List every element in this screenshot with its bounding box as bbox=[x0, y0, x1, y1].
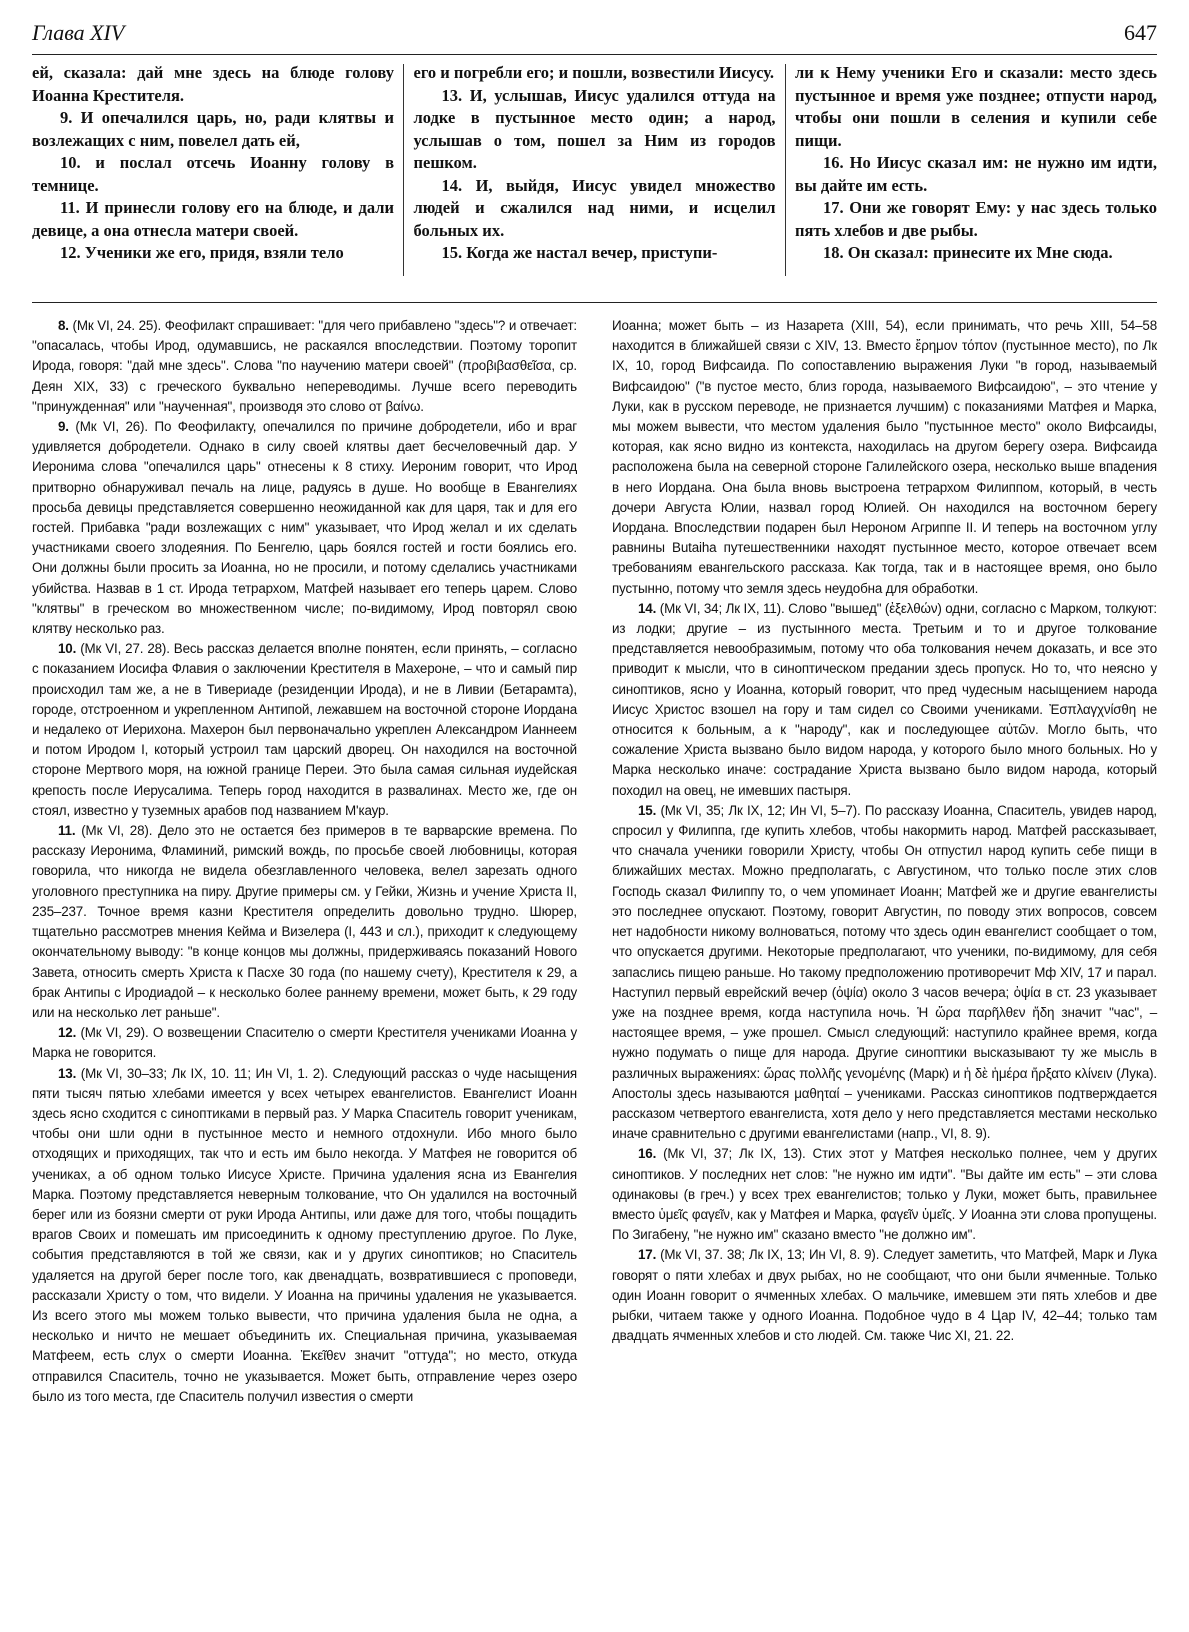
column-divider bbox=[403, 64, 404, 276]
commentary-paragraph bbox=[612, 1245, 1157, 1346]
commentary-body: (Мк VI, 26). По Феофилакту, опечалился по причине добродетели, ибо и враг удивляется добродетели. Однако в силу своей клятвы дает бесчеловечный дар. У Иеронима слова "опечалился царь" отнесены к 8 стиху. Иероним говорит, что Ирод притворно обнаруживал печаль на лице, радуясь в душе. Но вообще в Евангелиях просьба девицы представляется совершенно неожиданной как для царя, так и для его гостей. Прибавка "ради возлежащих с ним" указывает, что Ирод желал и их сделать участниками своего злодеяния. По Бенгелю, царь боялся гостей и гости боялись его. Они должны были просить за Иоанна, но не просили, и потому сделались участниками убийства. Назвав в 1 ст. Ирода тетрархом, Матфей называет его теперь царем. Слово "клятвы" в греческом во множественном числе; по-видимому, Ирод повторял свою клятву несколько раз. bbox=[32, 419, 577, 637]
verse-number: 8. bbox=[58, 318, 69, 333]
commentary-body: (Мк VI, 35; Лк IX, 12; Ин VI, 5–7). По рассказу Иоанна, Спаситель, увидев народ, спросил у Филиппа, где купить хлебов, чтобы накормить народ. Матфей рассказывает, что сначала ученики говорили Христу, чтобы Он отпустил народ купить себе пищи в ближайших местах. Можно предполагать, с Августином, что только после этих слов Господь сказал Филиппу то, о чем упоминает Иоанн; Матфей же и другие евангелисты это последнее опускают. Поэтому, говорит Августин, по поводу этих вопросов, совсем нет надобности никому волноваться, потому что здесь один евангелист сообщает о том, что опускается другими. Некоторые предполагают, что ученики, по-видимому, для себя запаслись пищею раньше. Но такому предположению противоречит Мф XIV, 17 и парал. Наступил первый еврейский вечер (ὀψία) около 3 часов вечера; ὀψία в ст. 23 указывает уже на позднее время, когда наступила ночь. Ἡ ὥρα παρῆλθεν ἤδη значит "час", – настоящее время, – уже прошел. Смысл следующий: наступило крайнее время, когда нужно подумать о пище для народа. Другие синоптики высказывают ту же мысль в различных выражениях: ὥρας πολλῆς γενομένης (Марк) и ἡ δὲ ἡμέρα ἤρξατο κλίνειν (Лука). Апостолы здесь называются μαθηταί – учениками. Рассказ синоптиков подтверждается рассказом четвертого евангелиста, хотя дело у него представляется местами несколько иначе сравнительно с другими евангелистами (напр., VI, 8. 9). bbox=[612, 802, 1157, 1142]
scripture-column-3 bbox=[795, 62, 1157, 290]
commentary-body: (Мк VI, 29). О возвещении Спасителю о смерти Крестителя учениками Иоанна у Марка не говорится. bbox=[32, 1025, 577, 1061]
verse-paragraph: 12. Ученики же его, придя, взяли тело bbox=[60, 243, 344, 262]
verse-number: 14. bbox=[638, 600, 657, 616]
commentary-column-left bbox=[32, 316, 577, 1621]
commentary-paragraph bbox=[612, 801, 1157, 1144]
verse-number: 11. bbox=[58, 823, 76, 839]
page-number: 647 bbox=[1124, 20, 1157, 45]
commentary-body: (Мк VI, 24. 25). Феофилакт спрашивает: "для чего прибавлено "здесь"? и отвечает: "опасалась, чтобы Ирод, одумавшись, не раскаялся впоследствии. Поэтому торопит Ирода, говоря: "дай мне здесь". Слова "по научению матери своей" (προβιβασθεῖσα, ср. Деян XIX, 33) с греческого буквально непереводимы. Лучше всего переводить "принужденная" или "наученная", производя это слово от βαίνω. bbox=[32, 318, 577, 414]
commentary-body: (Мк VI, 37; Лк IX, 13). Стих этот у Матфея несколько полнее, чем у других синоптиков. У последних нет слов: "не нужно им идти". "Вы дайте им есть" – эти слова одинаковы (в греч.) у всех трех евангелистов; только у Луки, может быть, правильнее вместо ὑμεῖς φαγεῖν, как у Матфея и Марка, φαγεῖν ὑμεῖς. У Иоанна эти слова пропущены. По Зигабену, "не нужно им" сказано вместо "не должно им". bbox=[612, 1146, 1157, 1243]
commentary-paragraph bbox=[32, 316, 577, 417]
verse-number: 9. bbox=[58, 419, 69, 435]
verse-paragraph: 15. Когда же настал вечер, приступи- bbox=[441, 243, 718, 262]
verse-number: 12. bbox=[58, 1025, 77, 1041]
commentary-paragraph bbox=[612, 316, 1157, 599]
commentary-paragraph bbox=[32, 1023, 577, 1063]
verse-paragraph: его и погребли его; и пошли, возвестили Иисусу. bbox=[413, 63, 774, 82]
verse-number: 16. bbox=[638, 1146, 657, 1162]
chapter-title: Глава XIV bbox=[32, 20, 125, 45]
scripture-column-1 bbox=[32, 62, 394, 290]
commentary-paragraph bbox=[32, 417, 577, 639]
verse-paragraph: 13. И, услышав, Иисус удалился оттуда на лодке в пустынное место один; а народ, услышав о том, пошел за Ним из городов пешком. bbox=[413, 85, 776, 172]
commentary-text bbox=[32, 316, 1157, 1621]
scripture-column-2 bbox=[414, 62, 776, 290]
commentary-column-right bbox=[612, 316, 1157, 1621]
commentary-body: (Мк VI, 37. 38; Лк IX, 13; Ин VI, 8. 9). Следует заметить, что Матфей, Марк и Лука говорят о пяти хлебах и двух рыбах, но не сообщают, что они были ячменные. Только один Иоанн говорит о ячменных хлебах. О мальчике, имевшем эти пять хлебов и две рыбки, читаем также у одного Иоанна. Подобное чудо в 4 Цар IV, 42–44; только там двадцать ячменных хлебов и сто людей. См. также Чис XI, 21. 22. bbox=[612, 1247, 1158, 1344]
commentary-paragraph bbox=[612, 599, 1157, 801]
commentary-body: Иоанна; может быть – из Назарета (XIII, 54), если принимать, что речь XIII, 54–58 находится в ближайшей связи с XIV, 13. Вместо ἔρημον τόπον (пустынное место), по Лк IX, 10, город Вифсаида. По сопоставлению выражения Луки "в город, называемый Вифсаидою" ("в пустое место, близ города, называемого Вифсаидою", – это чтение у Луки, как в русском переводе, не признается лучшим) с показаниями Матфея и Марка, мы можем вывести, что местом удаления было "пустынное место" около Вифсаиды, которая, как ясно видно из контекста, находилась на другом берегу озера. Вифсаида расположена была на северной стороне Галилейского озера, несколько выше впадения в него Иордана. Она была вновь выстроена тетрархом Филиппом, который, в честь дочери Августа Юлии, назвал город Юлией. Он находился на восточном берегу Иордана. Впоследствии подарен был Нероном Агриппе II. И теперь на восточном углу равнины Butaiha путешественники находят пустынное место, которое отвечает всем требованиям евангельского рассказа. Как тогда, так и в настоящее время, оно было пустынно, потому что земля здесь неудобна для обработки. bbox=[612, 318, 1157, 596]
verse-paragraph: 14. И, выйдя, Иисус увидел множество людей и сжалился над ними, и исцелил больных их. bbox=[413, 175, 776, 240]
column-divider bbox=[785, 64, 786, 276]
verse-number: 10. bbox=[58, 641, 77, 657]
scripture-text bbox=[32, 62, 1157, 290]
verse-paragraph: 16. Но Иисус сказал им: не нужно им идти, вы дайте им есть. bbox=[795, 153, 1157, 195]
commentary-paragraph bbox=[612, 1144, 1157, 1245]
commentary-paragraph bbox=[32, 1064, 577, 1407]
verse-paragraph: ли к Нему ученики Его и сказали: место здесь пустынное и время уже позднее; отпусти народ, чтобы они пошли в селения и купили себе пищи. bbox=[795, 63, 1157, 150]
verse-paragraph: 10. и послал отсечь Иоанну голову в темнице. bbox=[32, 153, 394, 195]
commentary-body: (Мк VI, 27. 28). Весь рассказ делается вполне понятен, если принять, – согласно с показанием Иосифа Флавия о заключении Крестителя в Махероне, – что и самый пир происходил там же, а не в Тивериаде (резиденции Ирода), и не в Ливии (Бетарамта), городе, отстроенном и укрепленном Антипой, лежавшем на восточной стороне Иордана и недалеко от Иерихона. Махерон был первоначально укреплен Александром Ианнеем и потом Иродом I, который устроил там царский дворец. Он находился на восточной стороне Мертвого моря, на южной границе Переи. Это была самая сильная иудейская крепость после Иерусалима. Теперь город находится в развалинах. Место же, где он стоял, известно у туземных арабов под названием М'каур. bbox=[32, 641, 577, 818]
verse-number: 17. bbox=[638, 1247, 657, 1263]
verse-number: 13. bbox=[58, 1065, 77, 1081]
commentary-body: (Мк VI, 28). Дело это не остается без примеров в те варварские времена. По рассказу Иеронима, Фламиний, римский вождь, по просьбе своей любовницы, которая говорила, что никогда не видела обезглавленного человека, велел зарезать одного уголовного преступника на пиру. Другие примеры см. у Гейки, Жизнь и учение Христа II, 235–237. Точное время казни Крестителя определить довольно трудно. Шюрер, тщательно рассмотрев мнения Кейма и Визелера (I, 443 и сл.), приходит к следующему окончательному выводу: "в конце концов мы должны, придерживаясь показаний Нового Завета, относить смерть Христа к Пасхе 30 года (по нашему счету), Крестителя к 29, а брак Антипы с Иродиадой – к несколько более раннему времени, может быть, к 29 году или на несколько лет раньше". bbox=[32, 823, 577, 1020]
commentary-paragraph bbox=[32, 639, 577, 821]
commentary-body: (Мк VI, 34; Лк IX, 11). Слово "вышед" (ἐξελθών) одни, согласно с Марком, толкуют: из лодки; другие – из пустынного места. Третьим и то и другое толкование представляется невообразимым, потому что оба толкования нечем доказать, и все это приводит к мысли, что в синоптическом предании здесь пропуск. Но то, что неясно у синоптиков, ясно у Иоанна, который говорит, что пред чудесным насыщением народа Иисус Христос взошел на гору и там сидел со Своими учениками. Ἐσπλαγχνίσθη не относится к больным, а к "народу", как и последующее αὐτῶν. Могло быть, что сожаление Христа вызвано было видом народа, у которого было много больных. Но у Марка несколько иначе: сострадание Христа вызвано было видом народа, который походил на овец, не имевших пастыря. bbox=[612, 600, 1158, 798]
running-header bbox=[32, 18, 1157, 55]
verse-paragraph: ей, сказала: дай мне здесь на блюде голову Иоанна Крестителя. bbox=[32, 63, 394, 105]
verse-paragraph: 17. Они же говорят Ему: у нас здесь только пять хлебов и две рыбы. bbox=[795, 198, 1157, 240]
verse-paragraph: 18. Он сказал: принесите их Мне сюда. bbox=[823, 243, 1113, 262]
verse-number: 15. bbox=[638, 802, 657, 818]
commentary-paragraph bbox=[32, 821, 577, 1023]
commentary-body: (Мк VI, 30–33; Лк IX, 10. 11; Ин VI, 1. 2). Следующий рассказ о чуде насыщения пяти тысяч пятью хлебами имеется у всех четырех евангелистов. Евангелист Иоанн здесь ясно сходится с синоптиками в первый раз. У Марка Спаситель говорит ученикам, чтобы они шли одни в пустынное место и немного отдохнули. Ибо много было отходящих и приходящих, так что и есть им было некогда. У Матфея не говорится об учениках, а об одном только Иисусе Христе. Причина удаления ясна из Евангелия Марка. Поэтому представляется неверным толкование, что Он удалился на восточный берег или из боязни смерти от руки Ирода Антипы, или даже для того, чтобы пощадить врагов Своих и помешать им присоединить к одному преступлению другое. По Луке, события представляются в той же связи, как и у других синоптиков; но Спаситель удаляется на другой берег после того, как двенадцать, возвратившиеся с проповеди, рассказали Христу о том, что видели. У Иоанна на причины удаления не указывается. Из всего этого мы можем только вывести, что причина удаления была не одна, а несколько и ничто не мешает объединить их. Специальная причина, указываемая Матфеем, есть слух о смерти Иоанна. Ἐκεῖθεν значит "оттуда"; но место, откуда отправился Спаситель, точно не указывается. Может быть, отправление через озеро было из того места, где Спаситель получил известия о смерти bbox=[32, 1065, 577, 1404]
verse-paragraph: 9. И опечалился царь, но, ради клятвы и возлежащих с ним, повелел дать ей, bbox=[32, 108, 394, 150]
section-divider bbox=[32, 302, 1157, 303]
verse-paragraph: 11. И принесли голову его на блюде, и дали девице, а она отнесла матери своей. bbox=[32, 198, 394, 240]
